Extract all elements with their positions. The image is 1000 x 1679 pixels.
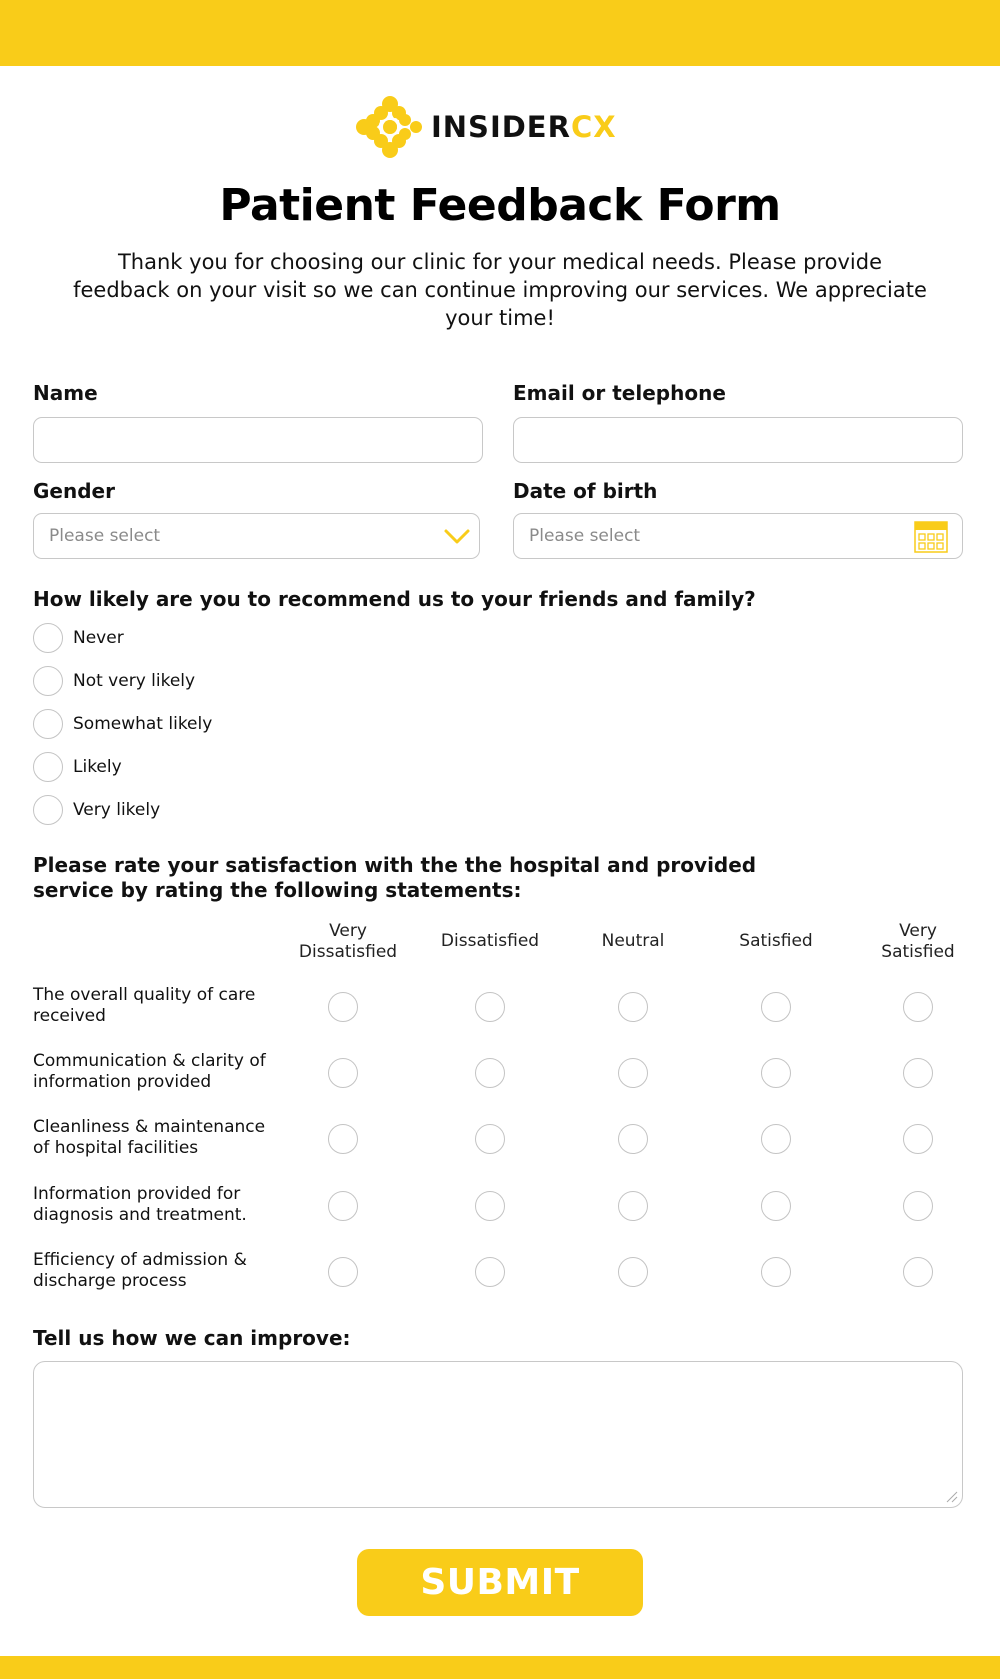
matrix-radio[interactable] <box>618 1124 648 1154</box>
matrix-radio[interactable] <box>618 1257 648 1287</box>
name-input[interactable] <box>33 417 483 463</box>
recommend-radio[interactable] <box>33 666 63 696</box>
recommend-radio[interactable] <box>33 709 63 739</box>
column-header-line2: Dissatisfied <box>298 942 398 962</box>
matrix-radio[interactable] <box>761 1191 791 1221</box>
gender-select[interactable] <box>33 513 480 559</box>
matrix-column-header <box>283 921 413 963</box>
row-label-line1: Communication & clarity of <box>33 1051 266 1071</box>
recommend-option-label[interactable]: Likely <box>73 757 122 777</box>
matrix-radio[interactable] <box>618 1058 648 1088</box>
row-label-line2: received <box>33 1006 106 1026</box>
row-label-line2: information provided <box>33 1072 212 1092</box>
matrix-row-label <box>33 1051 293 1093</box>
resize-handle-icon[interactable] <box>944 1489 958 1503</box>
matrix-radio[interactable] <box>761 992 791 1022</box>
recommend-question: How likely are you to recommend us to your friends and family? <box>33 587 756 611</box>
page-title: Patient Feedback Form <box>219 180 781 231</box>
matrix-radio[interactable] <box>475 1124 505 1154</box>
matrix-row-label <box>33 985 293 1027</box>
row-label-line2: discharge process <box>33 1271 187 1291</box>
top-banner <box>0 0 1000 66</box>
matrix-column-header <box>711 931 841 952</box>
matrix-column-header <box>568 931 698 952</box>
row-label-line1: Information provided for <box>33 1184 241 1204</box>
matrix-radio[interactable] <box>903 1191 933 1221</box>
matrix-radio[interactable] <box>903 1058 933 1088</box>
matrix-radio[interactable] <box>475 992 505 1022</box>
row-label-line1: The overall quality of care <box>33 985 256 1005</box>
contact-label: Email or telephone <box>513 381 726 405</box>
column-header-line2: Satisfied <box>739 931 813 951</box>
brand-name-accent: CX <box>570 109 617 144</box>
brand-name: INSIDER <box>431 109 571 144</box>
matrix-row-label <box>33 1250 293 1292</box>
satisfaction-question-line2: service by rating the following statements: <box>33 878 522 902</box>
gender-label: Gender <box>33 479 115 503</box>
matrix-radio[interactable] <box>618 992 648 1022</box>
matrix-column-header <box>425 931 555 952</box>
name-label: Name <box>33 381 98 405</box>
column-header-line2: Neutral <box>601 931 665 951</box>
column-header-line2: Satisfied <box>881 942 955 962</box>
page-description: Thank you for choosing our clinic for your medical needs. Please provide feedback on your visit so we can continue improving our services. We appreciate your time! <box>73 250 927 330</box>
dob-picker-value: Please select <box>529 526 641 546</box>
matrix-radio[interactable] <box>903 1257 933 1287</box>
matrix-radio[interactable] <box>328 1124 358 1154</box>
submit-button[interactable]: SUBMIT <box>357 1549 643 1616</box>
matrix-radio[interactable] <box>475 1191 505 1221</box>
matrix-column-header <box>853 921 983 963</box>
matrix-radio[interactable] <box>475 1257 505 1287</box>
bottom-banner <box>0 1656 1000 1679</box>
row-label-line1: Cleanliness & maintenance <box>33 1117 266 1137</box>
column-header-line1: Very <box>899 921 937 941</box>
column-header-line1: Very <box>329 921 367 941</box>
satisfaction-question <box>33 853 756 903</box>
matrix-radio[interactable] <box>328 1257 358 1287</box>
matrix-radio[interactable] <box>328 1058 358 1088</box>
improve-textarea[interactable] <box>33 1361 963 1508</box>
recommend-radio[interactable] <box>33 752 63 782</box>
contact-input[interactable] <box>513 417 963 463</box>
recommend-option-label[interactable]: Never <box>73 628 124 648</box>
satisfaction-question-line1: Please rate your satisfaction with the the hospital and provided <box>33 853 757 877</box>
recommend-option-label[interactable]: Very likely <box>73 800 161 820</box>
chevron-down-icon <box>443 524 471 548</box>
matrix-radio[interactable] <box>761 1058 791 1088</box>
matrix-radio[interactable] <box>618 1191 648 1221</box>
dob-label: Date of birth <box>513 479 658 503</box>
recommend-option-label[interactable]: Not very likely <box>73 671 196 691</box>
row-label-line2: diagnosis and treatment. <box>33 1205 247 1225</box>
matrix-row-label <box>33 1184 293 1226</box>
recommend-radio[interactable] <box>33 795 63 825</box>
matrix-radio[interactable] <box>328 1191 358 1221</box>
brand-wordmark <box>431 109 617 144</box>
improve-label: Tell us how we can improve: <box>33 1326 351 1350</box>
matrix-radio[interactable] <box>761 1124 791 1154</box>
gender-select-value: Please select <box>49 526 161 546</box>
matrix-radio[interactable] <box>475 1058 505 1088</box>
recommend-option-label[interactable]: Somewhat likely <box>73 714 213 734</box>
matrix-row-label <box>33 1117 293 1159</box>
row-label-line1: Efficiency of admission & <box>33 1250 247 1270</box>
matrix-radio[interactable] <box>903 992 933 1022</box>
column-header-line2: Dissatisfied <box>440 931 540 951</box>
matrix-radio[interactable] <box>761 1257 791 1287</box>
recommend-radio[interactable] <box>33 623 63 653</box>
brand-logo <box>355 95 617 159</box>
row-label-line2: of hospital facilities <box>33 1138 199 1158</box>
matrix-radio[interactable] <box>328 992 358 1022</box>
network-diamond-icon <box>355 95 425 159</box>
matrix-radio[interactable] <box>903 1124 933 1154</box>
dob-picker[interactable] <box>513 513 963 559</box>
calendar-icon[interactable] <box>914 521 948 553</box>
